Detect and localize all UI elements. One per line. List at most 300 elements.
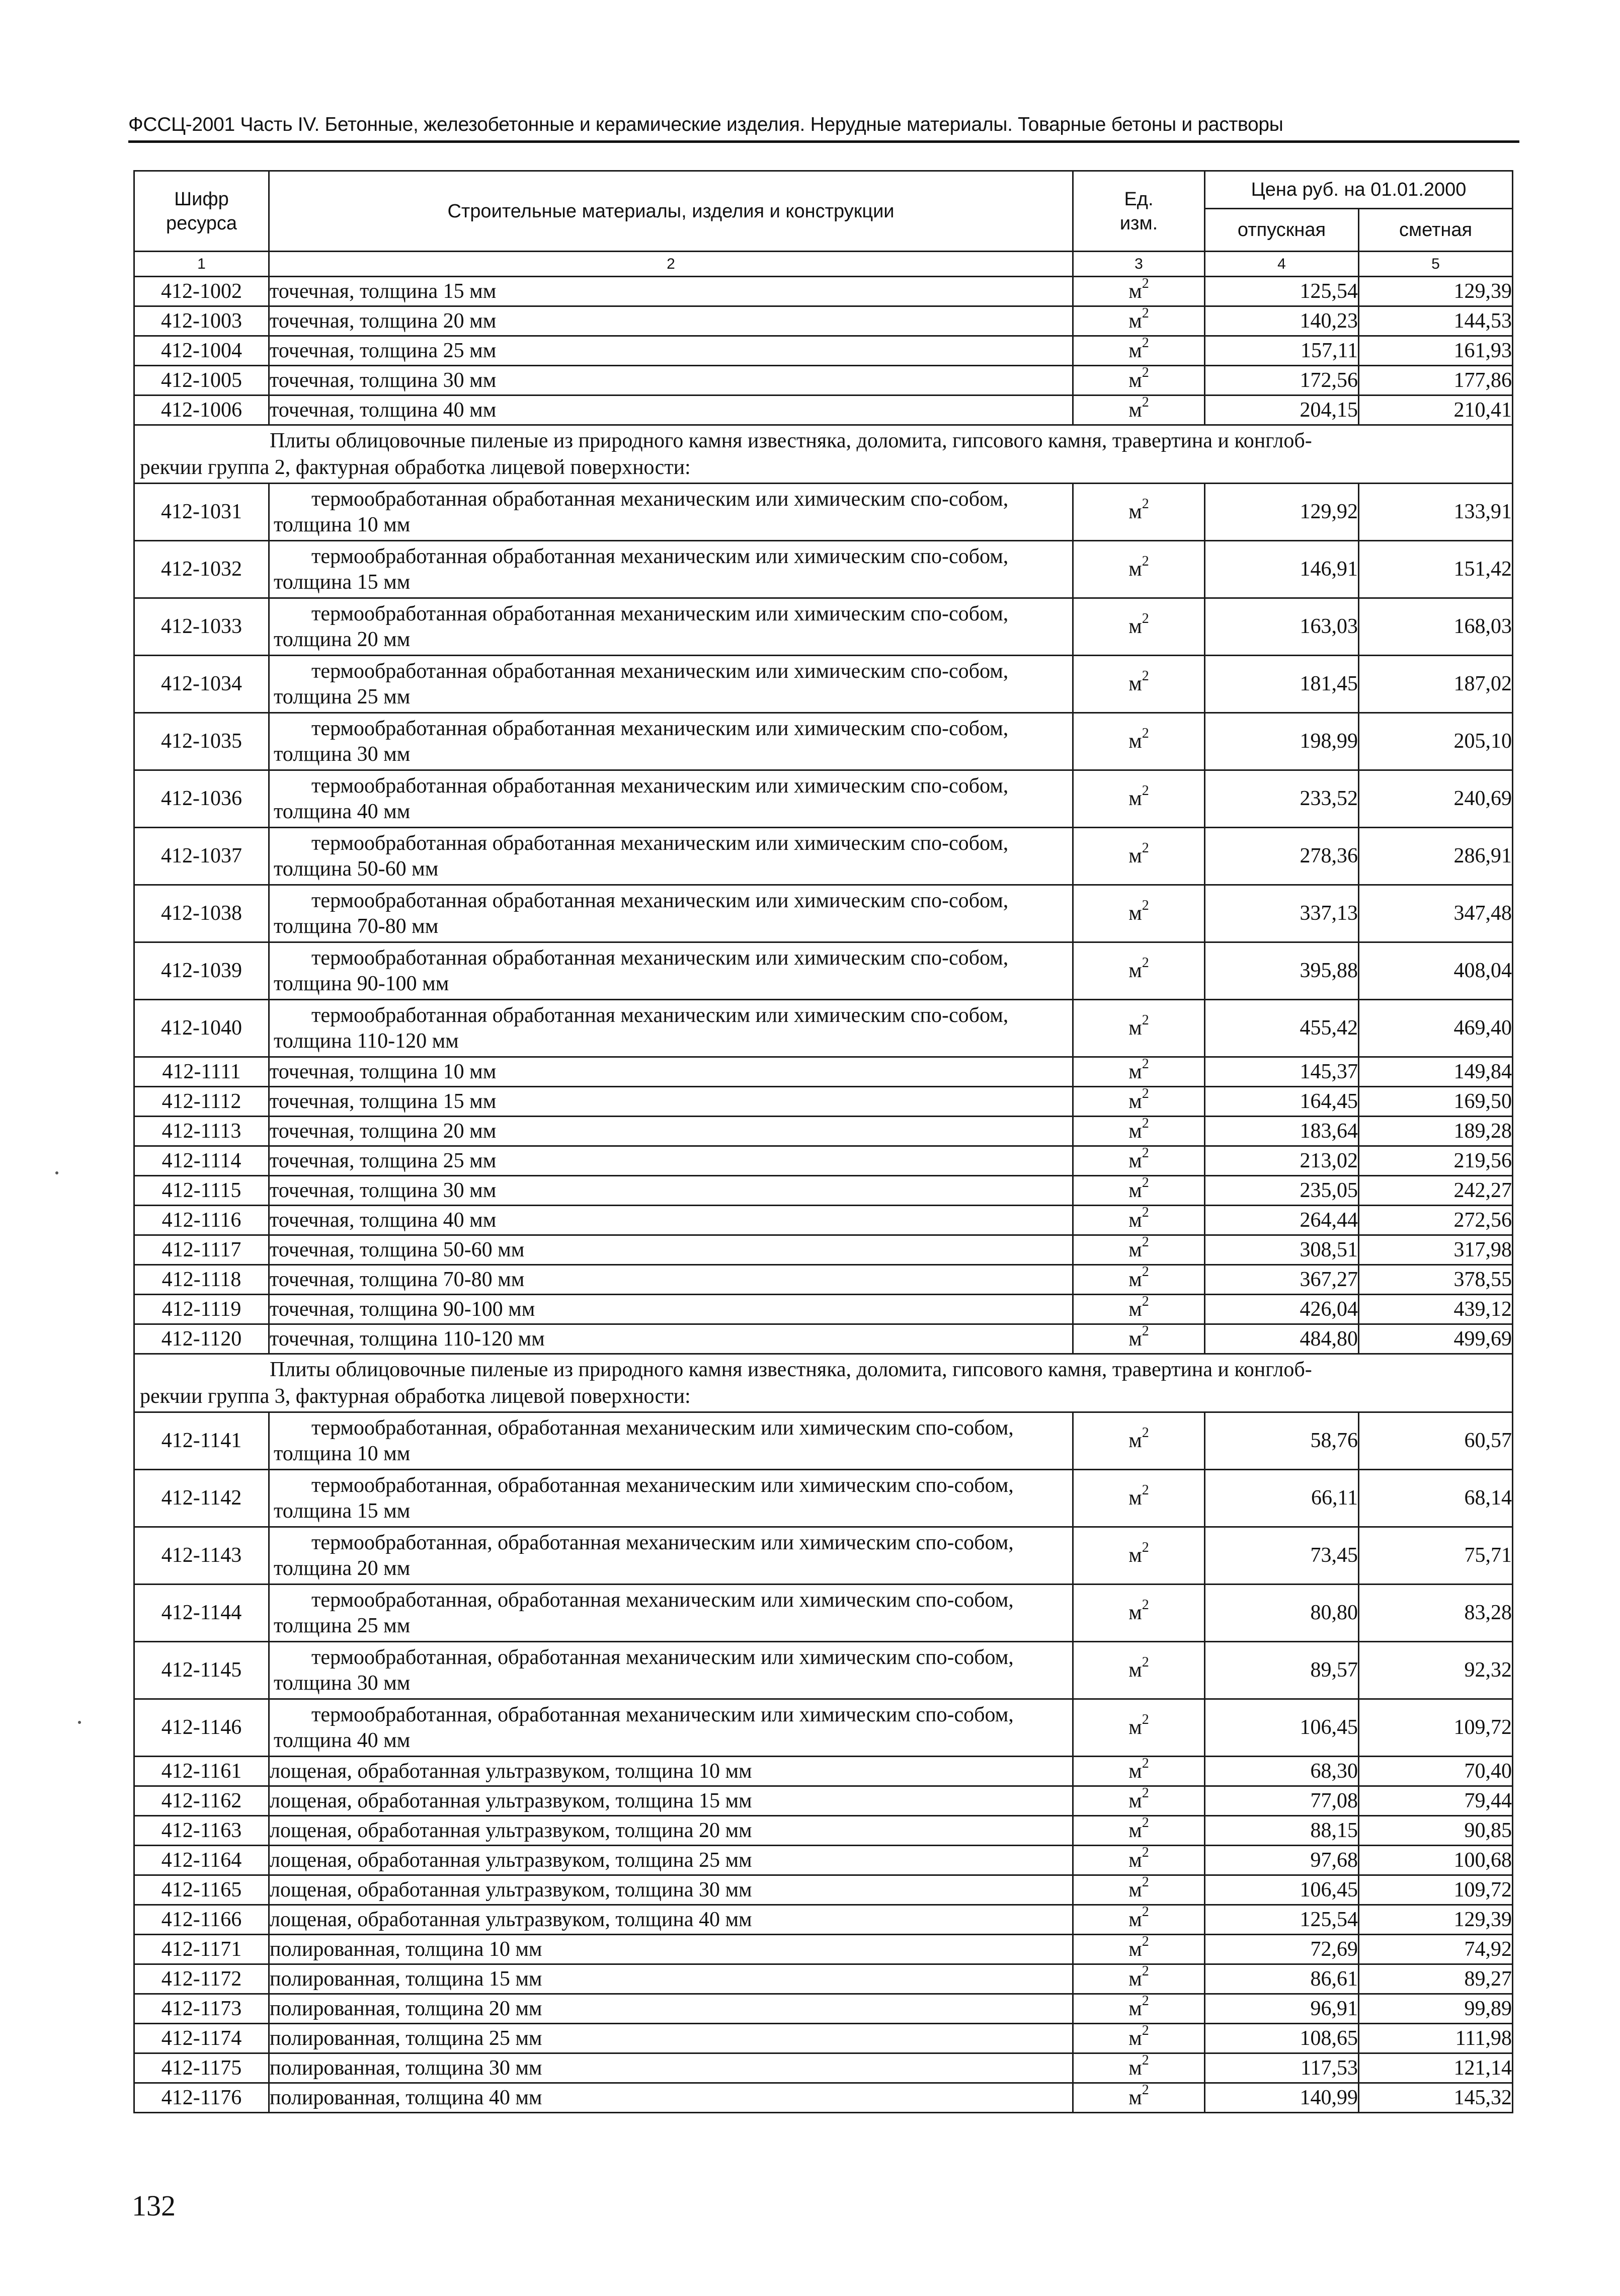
unit-base: м — [1128, 309, 1142, 333]
unit-power: 2 — [1142, 1323, 1149, 1339]
unit-power: 2 — [1142, 2082, 1149, 2098]
unit-power: 2 — [1142, 365, 1149, 380]
unit-cell — [1073, 1324, 1205, 1354]
material-name: термообработанная обработанная механическим или химическим спо-собом, толщина 70-80 мм — [269, 885, 1073, 942]
resource-code: 412-1034 — [134, 656, 269, 713]
unit-cell — [1073, 1786, 1205, 1816]
unit-base: м — [1128, 1849, 1142, 1872]
unit-cell — [1073, 1000, 1205, 1057]
unit-base: м — [1128, 369, 1142, 392]
resource-code: 412-1144 — [134, 1585, 269, 1642]
unit-base: м — [1128, 2056, 1142, 2080]
table-row — [134, 1324, 1513, 1354]
table-row — [134, 1585, 1513, 1642]
resource-code: 412-1172 — [134, 1964, 269, 1994]
material-name: точечная, толщина 110-120 мм — [269, 1324, 1073, 1354]
price-release: 58,76 — [1205, 1412, 1359, 1470]
resource-code: 412-1038 — [134, 885, 269, 942]
material-name: полированная, толщина 15 мм — [269, 1964, 1073, 1994]
price-estimate: 74,92 — [1359, 1935, 1513, 1964]
price-release: 235,05 — [1205, 1176, 1359, 1206]
material-name: термообработанная обработанная механическим или химическим спо-собом, толщина 25 мм — [269, 656, 1073, 713]
material-name: термообработанная обработанная механическим или химическим спо-собом, толщина 20 мм — [269, 598, 1073, 656]
resource-code: 412-1112 — [134, 1087, 269, 1117]
column-number: 2 — [269, 252, 1073, 277]
price-release: 455,42 — [1205, 1000, 1359, 1057]
resource-code: 412-1040 — [134, 1000, 269, 1057]
price-release: 72,69 — [1205, 1935, 1359, 1964]
table-row — [134, 1412, 1513, 1470]
resource-code: 412-1176 — [134, 2083, 269, 2113]
unit-base: м — [1128, 1238, 1142, 1261]
price-estimate: 219,56 — [1359, 1146, 1513, 1176]
table-row — [134, 277, 1513, 306]
unit-base: м — [1128, 1789, 1142, 1812]
material-name: термообработанная, обработанная механическим или химическим спо-собом, толщина 25 мм — [269, 1585, 1073, 1642]
price-release: 68,30 — [1205, 1757, 1359, 1786]
material-name: термообработанная, обработанная механическим или химическим спо-собом, толщина 15 мм — [269, 1470, 1073, 1527]
table-row — [134, 1994, 1513, 2024]
header-name: Строительные материалы, изделия и конструкции — [269, 171, 1073, 252]
resource-code: 412-1141 — [134, 1412, 269, 1470]
table-row — [134, 1527, 1513, 1585]
unit-power: 2 — [1142, 1845, 1149, 1860]
price-release: 278,36 — [1205, 828, 1359, 885]
table-row — [134, 1846, 1513, 1875]
unit-base: м — [1128, 1179, 1142, 1202]
price-release: 66,11 — [1205, 1470, 1359, 1527]
price-release: 89,57 — [1205, 1642, 1359, 1699]
unit-base: м — [1128, 1819, 1142, 1842]
unit-base: м — [1128, 2027, 1142, 2050]
price-release: 86,61 — [1205, 1964, 1359, 1994]
price-release: 96,91 — [1205, 1994, 1359, 2024]
table-row — [134, 1470, 1513, 1527]
material-name: точечная, толщина 20 мм — [269, 306, 1073, 336]
column-number: 5 — [1359, 252, 1513, 277]
unit-base: м — [1128, 1060, 1142, 1083]
material-name: точечная, толщина 70-80 мм — [269, 1265, 1073, 1295]
unit-cell — [1073, 1235, 1205, 1265]
unit-cell — [1073, 306, 1205, 336]
resource-code: 412-1120 — [134, 1324, 269, 1354]
unit-power: 2 — [1142, 1056, 1149, 1072]
price-estimate: 129,39 — [1359, 1905, 1513, 1935]
price-release: 395,88 — [1205, 942, 1359, 1000]
resource-code: 412-1003 — [134, 306, 269, 336]
material-name: точечная, толщина 90-100 мм — [269, 1295, 1073, 1324]
price-release: 213,02 — [1205, 1146, 1359, 1176]
unit-cell — [1073, 1265, 1205, 1295]
unit-base: м — [1128, 1938, 1142, 1961]
resource-code: 412-1111 — [134, 1057, 269, 1087]
price-estimate: 92,32 — [1359, 1642, 1513, 1699]
unit-cell — [1073, 1964, 1205, 1994]
table-row — [134, 541, 1513, 598]
price-estimate: 169,50 — [1359, 1087, 1513, 1117]
price-estimate: 210,41 — [1359, 395, 1513, 425]
price-estimate: 168,03 — [1359, 598, 1513, 656]
unit-base: м — [1128, 1209, 1142, 1232]
table-row — [134, 598, 1513, 656]
resource-code: 412-1174 — [134, 2024, 269, 2053]
column-number: 3 — [1073, 252, 1205, 277]
resource-code: 412-1116 — [134, 1206, 269, 1235]
unit-power: 2 — [1142, 276, 1149, 291]
table-row — [134, 1757, 1513, 1786]
table-row — [134, 1117, 1513, 1146]
resource-code: 412-1175 — [134, 2053, 269, 2083]
price-estimate: 111,98 — [1359, 2024, 1513, 2053]
price-release: 183,64 — [1205, 1117, 1359, 1146]
unit-cell — [1073, 598, 1205, 656]
unit-power: 2 — [1142, 1425, 1149, 1441]
unit-base: м — [1128, 615, 1142, 638]
material-name: лощеная, обработанная ультразвуком, толщина 10 мм — [269, 1757, 1073, 1786]
price-estimate: 469,40 — [1359, 1000, 1513, 1057]
unit-power: 2 — [1142, 1205, 1149, 1220]
running-header: ФССЦ-2001 Часть IV. Бетонные, железобетонные и керамические изделия. Нерудные материалы. Товарные бетоны и растворы — [128, 114, 1283, 135]
price-release: 106,45 — [1205, 1875, 1359, 1905]
unit-base: м — [1128, 1327, 1142, 1351]
material-name: точечная, толщина 10 мм — [269, 1057, 1073, 1087]
price-release: 80,80 — [1205, 1585, 1359, 1642]
unit-power: 2 — [1142, 496, 1149, 512]
table-row — [134, 366, 1513, 395]
price-release: 484,80 — [1205, 1324, 1359, 1354]
material-name: термообработанная обработанная механическим или химическим спо-собом, толщина 10 мм — [269, 484, 1073, 541]
resource-code: 412-1166 — [134, 1905, 269, 1935]
resource-code: 412-1146 — [134, 1699, 269, 1757]
unit-cell — [1073, 1146, 1205, 1176]
unit-base: м — [1128, 558, 1142, 581]
unit-cell — [1073, 1757, 1205, 1786]
scan-speck — [55, 1171, 58, 1174]
price-release: 204,15 — [1205, 395, 1359, 425]
unit-power: 2 — [1142, 335, 1149, 351]
price-release: 164,45 — [1205, 1087, 1359, 1117]
table-row — [134, 1265, 1513, 1295]
section-heading-row — [134, 1354, 1513, 1412]
material-name: точечная, толщина 40 мм — [269, 395, 1073, 425]
unit-cell — [1073, 395, 1205, 425]
table-row — [134, 306, 1513, 336]
price-estimate: 347,48 — [1359, 885, 1513, 942]
price-estimate: 133,91 — [1359, 484, 1513, 541]
table-row — [134, 885, 1513, 942]
table-row — [134, 1786, 1513, 1816]
column-number: 4 — [1205, 252, 1359, 277]
material-name: лощеная, обработанная ультразвуком, толщина 25 мм — [269, 1846, 1073, 1875]
unit-base: м — [1128, 1429, 1142, 1452]
unit-cell — [1073, 1875, 1205, 1905]
unit-power: 2 — [1142, 955, 1149, 971]
unit-power: 2 — [1142, 1294, 1149, 1309]
unit-cell — [1073, 1412, 1205, 1470]
material-name: термообработанная, обработанная механическим или химическим спо-собом, толщина 40 мм — [269, 1699, 1073, 1757]
material-name: лощеная, обработанная ультразвуком, толщина 15 мм — [269, 1786, 1073, 1816]
unit-power: 2 — [1142, 1234, 1149, 1250]
price-release: 145,37 — [1205, 1057, 1359, 1087]
header-unit: Ед. изм. — [1073, 171, 1205, 252]
table-row — [134, 656, 1513, 713]
price-release: 73,45 — [1205, 1527, 1359, 1585]
material-name: термообработанная, обработанная механическим или химическим спо-собом, толщина 20 мм — [269, 1527, 1073, 1585]
unit-cell — [1073, 1699, 1205, 1757]
price-release: 77,08 — [1205, 1786, 1359, 1816]
material-name: точечная, толщина 20 мм — [269, 1117, 1073, 1146]
header-price-release: отпускная — [1205, 209, 1359, 252]
resource-code: 412-1143 — [134, 1527, 269, 1585]
unit-cell — [1073, 1087, 1205, 1117]
table-row — [134, 484, 1513, 541]
unit-power: 2 — [1142, 840, 1149, 856]
price-estimate: 286,91 — [1359, 828, 1513, 885]
material-name: термообработанная обработанная механическим или химическим спо-собом, толщина 50-60 мм — [269, 828, 1073, 885]
unit-base: м — [1128, 1658, 1142, 1682]
header-price-group: Цена руб. на 01.01.2000 — [1205, 171, 1513, 209]
resource-code: 412-1162 — [134, 1786, 269, 1816]
table-row — [134, 336, 1513, 366]
material-name: точечная, толщина 50-60 мм — [269, 1235, 1073, 1265]
price-estimate: 408,04 — [1359, 942, 1513, 1000]
resource-code: 412-1161 — [134, 1757, 269, 1786]
table-row — [134, 2053, 1513, 2083]
unit-base: м — [1128, 1544, 1142, 1567]
price-estimate: 79,44 — [1359, 1786, 1513, 1816]
unit-power: 2 — [1142, 1482, 1149, 1498]
unit-power: 2 — [1142, 1264, 1149, 1280]
price-release: 140,23 — [1205, 306, 1359, 336]
section-heading-line: Плиты облицовочные пиленые из природного камня известняка, доломита, гипсового камня, травертина и конглоб- — [270, 1358, 1312, 1381]
table-row — [134, 1875, 1513, 1905]
table-row — [134, 1000, 1513, 1057]
unit-power: 2 — [1142, 553, 1149, 569]
price-release: 146,91 — [1205, 541, 1359, 598]
unit-base: м — [1128, 1908, 1142, 1931]
table-row — [134, 942, 1513, 1000]
table-row — [134, 713, 1513, 770]
price-estimate: 99,89 — [1359, 1994, 1513, 2024]
unit-cell — [1073, 885, 1205, 942]
unit-power: 2 — [1142, 1785, 1149, 1801]
price-release: 172,56 — [1205, 366, 1359, 395]
table-row — [134, 2083, 1513, 2113]
price-release: 125,54 — [1205, 277, 1359, 306]
unit-power: 2 — [1142, 1175, 1149, 1191]
material-name: термообработанная, обработанная механическим или химическим спо-собом, толщина 10 мм — [269, 1412, 1073, 1470]
unit-cell — [1073, 2053, 1205, 2083]
unit-cell — [1073, 541, 1205, 598]
price-estimate: 68,14 — [1359, 1470, 1513, 1527]
table-row — [134, 1176, 1513, 1206]
price-estimate: 145,32 — [1359, 2083, 1513, 2113]
table-row — [134, 1935, 1513, 1964]
price-estimate: 240,69 — [1359, 770, 1513, 828]
resource-code: 412-1145 — [134, 1642, 269, 1699]
material-name: термообработанная обработанная механическим или химическим спо-собом, толщина 15 мм — [269, 541, 1073, 598]
unit-base: м — [1128, 902, 1142, 925]
unit-base: м — [1128, 1601, 1142, 1624]
price-estimate: 89,27 — [1359, 1964, 1513, 1994]
unit-cell — [1073, 1527, 1205, 1585]
price-estimate: 151,42 — [1359, 541, 1513, 598]
unit-cell — [1073, 1994, 1205, 2024]
unit-power: 2 — [1142, 305, 1149, 321]
unit-power: 2 — [1142, 2052, 1149, 2068]
price-release: 426,04 — [1205, 1295, 1359, 1324]
resource-code: 412-1164 — [134, 1846, 269, 1875]
price-estimate: 187,02 — [1359, 656, 1513, 713]
price-release: 367,27 — [1205, 1265, 1359, 1295]
header-rule — [128, 140, 1519, 143]
price-release: 125,54 — [1205, 1905, 1359, 1935]
price-release: 88,15 — [1205, 1816, 1359, 1846]
unit-power: 2 — [1142, 1874, 1149, 1890]
resource-code: 412-1005 — [134, 366, 269, 395]
unit-power: 2 — [1142, 1012, 1149, 1028]
table-row — [134, 828, 1513, 885]
unit-cell — [1073, 1117, 1205, 1146]
price-release: 106,45 — [1205, 1699, 1359, 1757]
unit-base: м — [1128, 1149, 1142, 1172]
unit-cell — [1073, 942, 1205, 1000]
material-name: точечная, толщина 15 мм — [269, 277, 1073, 306]
material-name: лощеная, обработанная ультразвуком, толщина 30 мм — [269, 1875, 1073, 1905]
resource-code: 412-1118 — [134, 1265, 269, 1295]
table-body — [134, 277, 1513, 2113]
unit-cell — [1073, 1905, 1205, 1935]
unit-power: 2 — [1142, 898, 1149, 913]
resource-code: 412-1173 — [134, 1994, 269, 2024]
price-release: 117,53 — [1205, 2053, 1359, 2083]
unit-base: м — [1128, 1268, 1142, 1291]
unit-cell — [1073, 2083, 1205, 2113]
unit-cell — [1073, 1206, 1205, 1235]
unit-base: м — [1128, 2086, 1142, 2109]
unit-cell — [1073, 2024, 1205, 2053]
resource-code: 412-1033 — [134, 598, 269, 656]
table-row — [134, 1235, 1513, 1265]
unit-base: м — [1128, 1120, 1142, 1143]
unit-base: м — [1128, 844, 1142, 867]
unit-base: м — [1128, 1016, 1142, 1040]
unit-cell — [1073, 1295, 1205, 1324]
resource-code: 412-1171 — [134, 1935, 269, 1964]
material-name: термообработанная, обработанная механическим или химическим спо-собом, толщина 30 мм — [269, 1642, 1073, 1699]
resource-code: 412-1037 — [134, 828, 269, 885]
table-row — [134, 1816, 1513, 1846]
material-name: полированная, толщина 20 мм — [269, 1994, 1073, 2024]
unit-power: 2 — [1142, 2023, 1149, 2038]
unit-cell — [1073, 277, 1205, 306]
material-name: точечная, толщина 40 мм — [269, 1206, 1073, 1235]
price-release: 140,99 — [1205, 2083, 1359, 2113]
resource-code: 412-1006 — [134, 395, 269, 425]
price-estimate: 70,40 — [1359, 1757, 1513, 1786]
price-estimate: 109,72 — [1359, 1875, 1513, 1905]
unit-base: м — [1128, 500, 1142, 523]
material-name: полированная, толщина 30 мм — [269, 2053, 1073, 2083]
price-estimate: 317,98 — [1359, 1235, 1513, 1265]
resource-code: 412-1002 — [134, 277, 269, 306]
unit-cell — [1073, 1816, 1205, 1846]
unit-power: 2 — [1142, 1904, 1149, 1920]
unit-power: 2 — [1142, 1540, 1149, 1555]
unit-power: 2 — [1142, 1654, 1149, 1670]
price-estimate: 242,27 — [1359, 1176, 1513, 1206]
price-estimate: 205,10 — [1359, 713, 1513, 770]
resource-code: 412-1004 — [134, 336, 269, 366]
material-name: полированная, толщина 10 мм — [269, 1935, 1073, 1964]
unit-cell — [1073, 828, 1205, 885]
price-estimate: 90,85 — [1359, 1816, 1513, 1846]
unit-power: 2 — [1142, 1086, 1149, 1101]
material-name: термообработанная обработанная механическим или химическим спо-собом, толщина 30 мм — [269, 713, 1073, 770]
unit-base: м — [1128, 730, 1142, 753]
price-estimate: 439,12 — [1359, 1295, 1513, 1324]
unit-cell — [1073, 484, 1205, 541]
unit-power: 2 — [1142, 1597, 1149, 1613]
price-release: 97,68 — [1205, 1846, 1359, 1875]
unit-base: м — [1128, 1997, 1142, 2020]
price-estimate: 129,39 — [1359, 277, 1513, 306]
unit-power: 2 — [1142, 1145, 1149, 1161]
table-row — [134, 1295, 1513, 1324]
unit-cell — [1073, 336, 1205, 366]
unit-power: 2 — [1142, 1756, 1149, 1771]
unit-base: м — [1128, 787, 1142, 810]
unit-cell — [1073, 1585, 1205, 1642]
material-name: лощеная, обработанная ультразвуком, толщина 40 мм — [269, 1905, 1073, 1935]
unit-cell — [1073, 1470, 1205, 1527]
unit-base: м — [1128, 1090, 1142, 1113]
unit-cell — [1073, 713, 1205, 770]
unit-base: м — [1128, 1878, 1142, 1902]
material-name: точечная, толщина 25 мм — [269, 336, 1073, 366]
section-heading-line: Плиты облицовочные пиленые из природного камня известняка, доломита, гипсового камня, травертина и конглоб- — [270, 429, 1312, 452]
section-heading — [134, 1354, 1513, 1412]
resource-code: 412-1165 — [134, 1875, 269, 1905]
table-row — [134, 2024, 1513, 2053]
material-name: точечная, толщина 15 мм — [269, 1087, 1073, 1117]
unit-base: м — [1128, 1486, 1142, 1510]
price-estimate: 75,71 — [1359, 1527, 1513, 1585]
material-name: полированная, толщина 40 мм — [269, 2083, 1073, 2113]
material-name: лощеная, обработанная ультразвуком, толщина 20 мм — [269, 1816, 1073, 1846]
unit-power: 2 — [1142, 611, 1149, 626]
material-name: термообработанная обработанная механическим или химическим спо-собом, толщина 110-120 мм — [269, 1000, 1073, 1057]
price-release: 129,92 — [1205, 484, 1359, 541]
resource-code: 412-1163 — [134, 1816, 269, 1846]
price-release: 163,03 — [1205, 598, 1359, 656]
price-estimate: 272,56 — [1359, 1206, 1513, 1235]
resource-code: 412-1119 — [134, 1295, 269, 1324]
material-name: точечная, толщина 30 мм — [269, 366, 1073, 395]
resource-code: 412-1114 — [134, 1146, 269, 1176]
resource-code: 412-1142 — [134, 1470, 269, 1527]
unit-base: м — [1128, 672, 1142, 695]
material-name: точечная, толщина 25 мм — [269, 1146, 1073, 1176]
section-heading-row — [134, 425, 1513, 484]
section-heading-line: рекчии группа 2, фактурная обработка лицевой поверхности: — [140, 455, 691, 479]
table-row — [134, 1146, 1513, 1176]
price-estimate: 378,55 — [1359, 1265, 1513, 1295]
unit-cell — [1073, 1642, 1205, 1699]
resource-code: 412-1113 — [134, 1117, 269, 1146]
price-release: 181,45 — [1205, 656, 1359, 713]
unit-power: 2 — [1142, 1712, 1149, 1727]
